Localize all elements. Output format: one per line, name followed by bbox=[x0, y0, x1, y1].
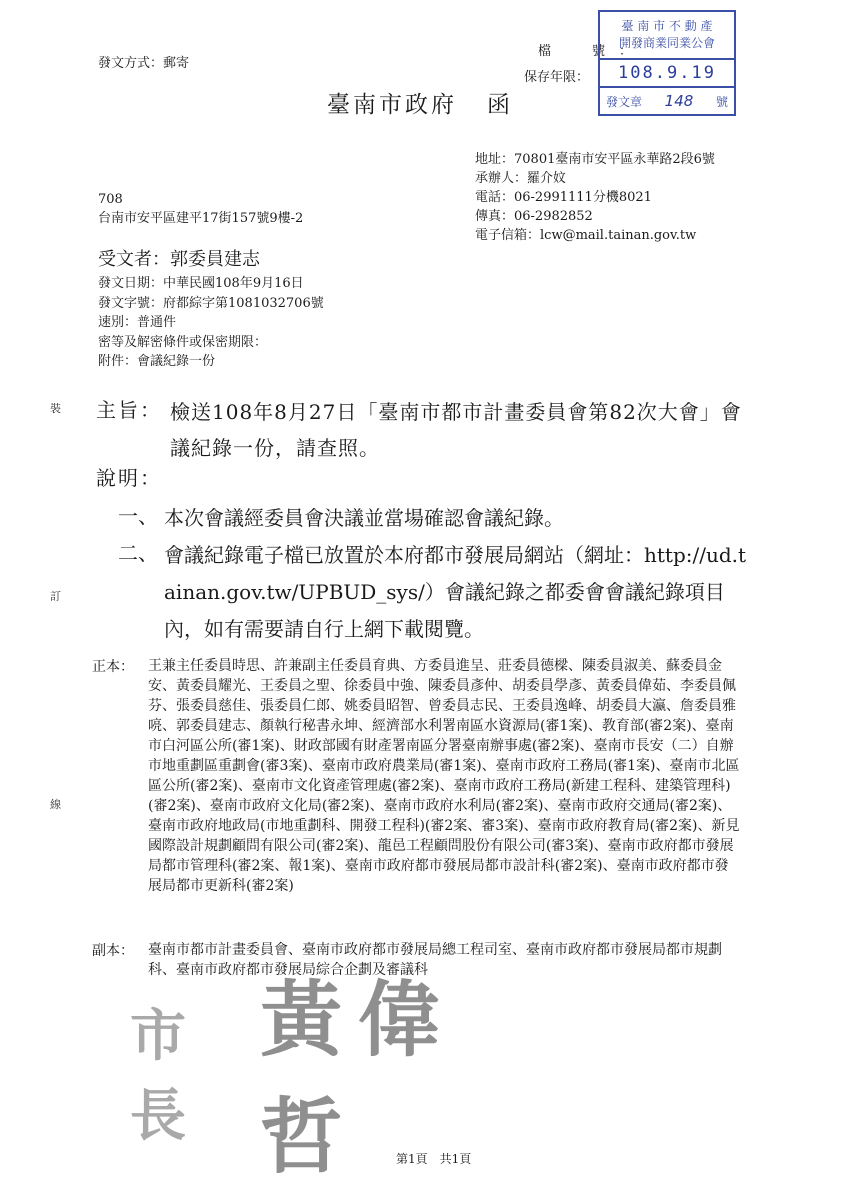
issue-date: 發文日期：中華民國108年9月16日 bbox=[98, 276, 304, 291]
sender-address: 地址：70801臺南市安平區永華路2段6號 bbox=[475, 152, 715, 167]
secrecy: 密等及解密條件或保密期限： bbox=[98, 334, 268, 350]
title-type: 函 bbox=[487, 92, 513, 118]
stamp-number-suffix: 號 bbox=[715, 94, 728, 109]
stamp-number-value: 148 bbox=[664, 92, 694, 110]
copy-recipients-text: 臺南市都市計畫委員會、臺南市政府都市發展局總工程司室、臺南市政府都市發展局都市規劃科、臺南市政府都市發展局綜合企劃及審議科 bbox=[148, 942, 722, 978]
sender-contact-block bbox=[475, 150, 715, 245]
phone: 電話：06-2991111分機8021 bbox=[475, 190, 652, 205]
explanation-item-1-number: 一、 bbox=[118, 504, 158, 528]
stamp-org-line2: 開發商業同業公會 bbox=[618, 36, 715, 50]
attachment: 附件：會議紀錄一份 bbox=[98, 354, 216, 369]
explanation-item-2-text: 會議紀錄電子檔已放置於本府都市發展局網站（網址：http://ud.tainan.gov.tw/UPBUD_sys/）會議紀錄之都委會會議紀錄項目內，如有需要請自行上網下載閱覽。 bbox=[164, 543, 747, 641]
recipient: 受文者：郭委員建志 bbox=[98, 249, 260, 270]
send-method: 發文方式：郵寄 bbox=[98, 56, 190, 71]
document-title bbox=[327, 86, 513, 119]
binding-mark-bottom: 線 bbox=[50, 798, 61, 811]
recipient-zip: 708 bbox=[98, 192, 123, 207]
handler: 承辦人：羅介妏 bbox=[475, 171, 567, 186]
binding-mark-top: 裝 bbox=[50, 402, 61, 415]
mayor-name: 黃偉哲 bbox=[260, 972, 457, 1185]
document-meta bbox=[98, 274, 324, 372]
subject-text: 檢送108年8月27日「臺南市都市計畫委員會第82次大會」會議紀錄一份，請查照。 bbox=[170, 400, 742, 460]
explanation-label: 說明： bbox=[96, 466, 162, 490]
copy-recipients-label: 副本： bbox=[92, 943, 134, 959]
explanation-item-2-number: 二、 bbox=[118, 541, 158, 565]
stamp-org-line1: 臺 南 市 不 動 產 bbox=[621, 19, 713, 33]
binding-mark-mid: 訂 bbox=[50, 590, 61, 603]
stamp-organization bbox=[600, 12, 734, 60]
explanation-item-1-text: 本次會議經委員會決議並當場確認會議紀錄。 bbox=[164, 506, 564, 530]
stamp-number-label: 發文章 bbox=[606, 94, 643, 109]
fax: 傳真：06-2982852 bbox=[475, 209, 593, 224]
title-organization: 臺南市政府 bbox=[327, 92, 457, 118]
retention-label: 保存年限： bbox=[524, 70, 590, 85]
recipient-street: 台南市安平區建平17街157號9樓-2 bbox=[98, 211, 304, 226]
speed: 速別：普通件 bbox=[98, 315, 177, 330]
mayor-title: 市長 bbox=[130, 1003, 192, 1149]
page-number: 第1頁 共1頁 bbox=[396, 1152, 472, 1166]
recipient-address-block bbox=[98, 190, 303, 228]
receipt-stamp bbox=[598, 10, 736, 116]
main-recipients-text: 王兼主任委員時思、許兼副主任委員育典、方委員進呈、莊委員德樑、陳委員淑美、蘇委員金安、黃委員耀光、王委員之聖、徐委員中強、陳委員彥仲、胡委員學彥、黃委員偉茹、李委員佩芬、張委員慈佳、張委員仁郎、姚委員昭智、曾委員志民、王委員逸峰、胡委員大瀛、詹委員雅喨、郭委員建志、顏執行秘書永坤、經濟部水利署南區水資源局(審1案)、教育部(審2案)、臺南市白河區公所(審1案)、財政部國有財產署南區分署臺南辦事處(審2案)、臺南市長安（二）自辦市地重劃區重劃會(審3案)、臺南市政府農業局(審1案)、臺南市政府工務局(審1案)、臺南市北區區公所(審2案)、臺南市文化資產管理處(審2案)、臺南市政府工務局(新建工程科、建築管理科)(審2案)、臺南市政府文化局(審2案)、臺南市政府水利局(審2案)、臺南市政府交通局(審2案)、臺南市政府地政局(市地重劃科、開發工程科)(審2案、審3案)、臺南市政府教育局(審2案)、新見國際設計規劃顧問有限公司(審2案)、龍邑工程顧問股份有限公司(審3案)、臺南市政府都市發展局都市管理科(審2案、報1案)、臺南市政府都市發展局都市設計科(審2案)、臺南市政府都市發展局都市更新科(審2案) bbox=[148, 658, 740, 894]
email: 電子信箱：lcw@mail.tainan.gov.tw bbox=[475, 228, 697, 243]
file-number-label: 檔 號： bbox=[538, 44, 647, 59]
document-number: 發文字號：府都綜字第1081032706號 bbox=[98, 295, 324, 311]
stamp-number-row bbox=[600, 88, 734, 114]
subject-label: 主旨： bbox=[96, 398, 162, 422]
main-recipients-label: 正本： bbox=[92, 659, 134, 675]
stamp-date: 108.9.19 bbox=[600, 60, 734, 88]
